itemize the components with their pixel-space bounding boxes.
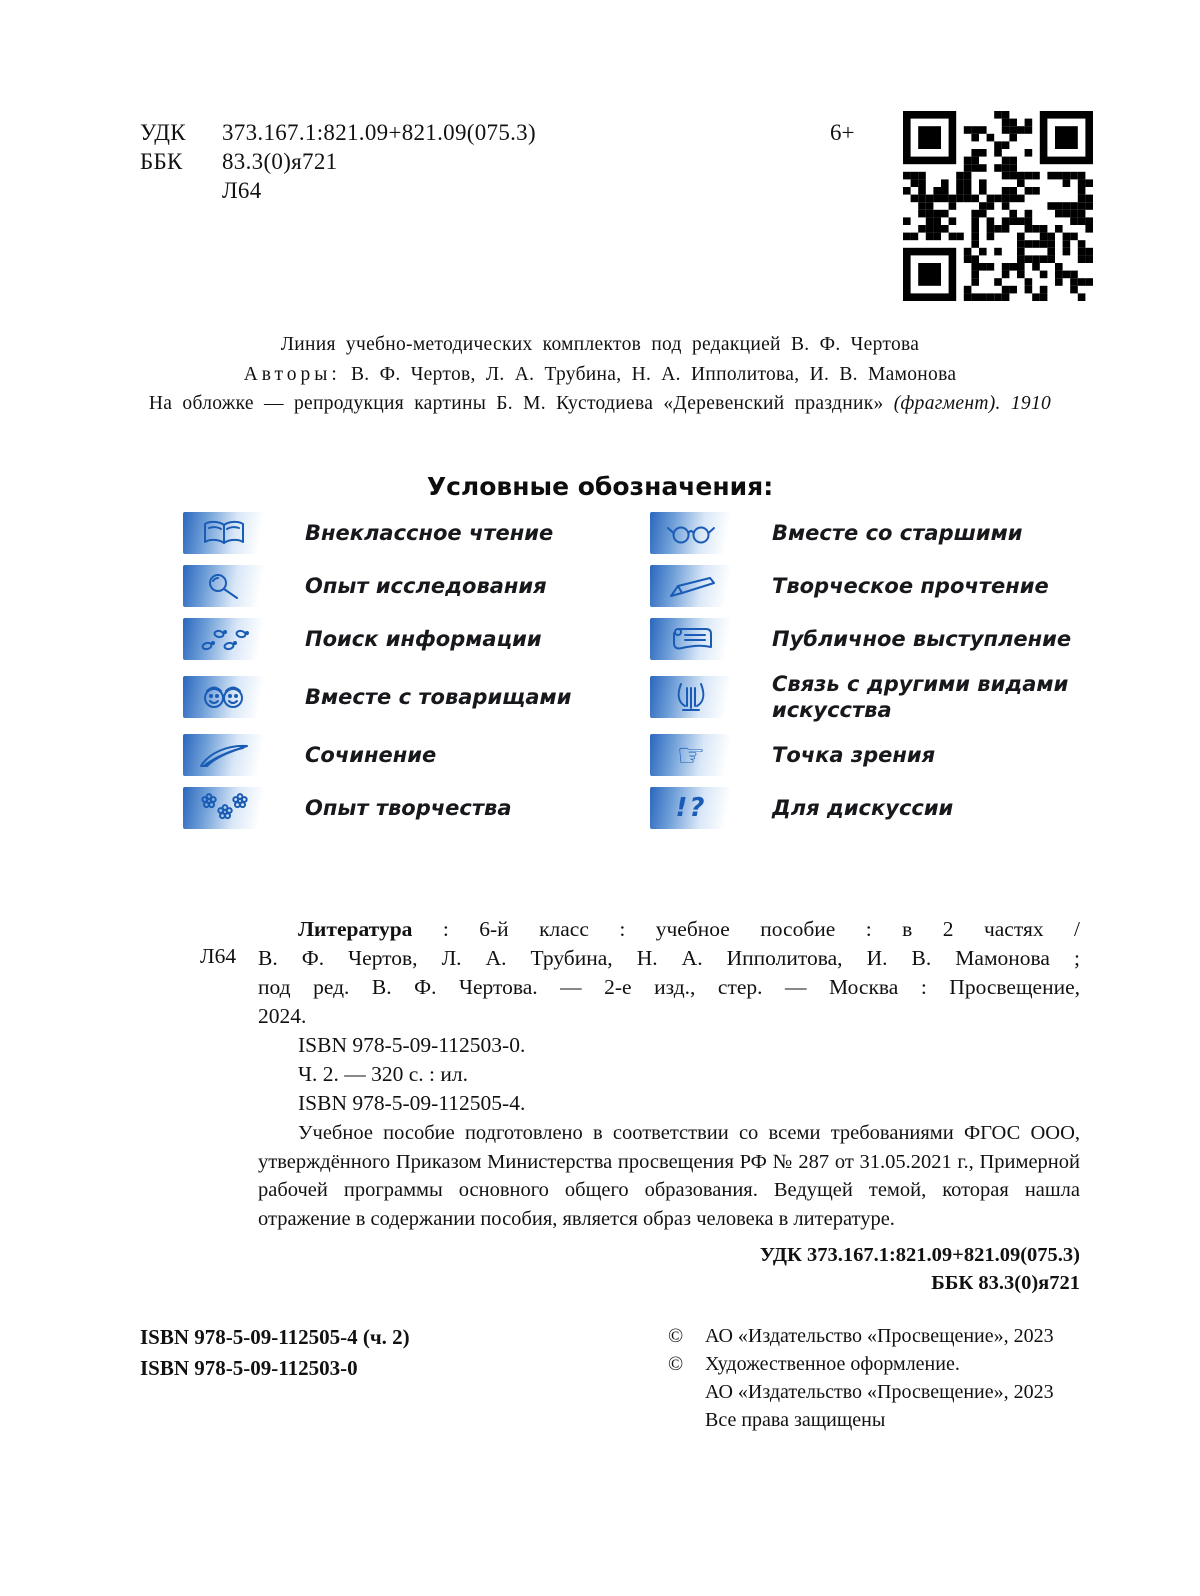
catalog-line-3: под ред. В. Ф. Чертова. — 2-е изд., стер. — Москва : Просвещение, [258, 975, 1080, 999]
part-line: Ч. 2. — 320 с. : ил. [298, 1062, 468, 1086]
pointing-hand-glyph: ☞ [676, 736, 706, 774]
rights-reserved: Все права защищены [705, 1409, 886, 1431]
legend-label: Творческое прочтение [772, 574, 1049, 598]
udk-bbk-block [258, 1241, 1080, 1297]
copyright-icon: © [668, 1325, 684, 1347]
qr-code [903, 111, 1093, 301]
pointing-hand-icon [650, 734, 732, 776]
book-title: Литература [298, 917, 413, 941]
cover-note-line [0, 389, 1200, 419]
authors-names: В. Ф. Чертов, Л. А. Трубина, Н. А. Ипполитова, И. В. Мамонова [351, 363, 957, 385]
udk-value: 373.167.1:821.09+821.09(075.3) [222, 120, 536, 145]
series-line: Линия учебно-методических комплектов под редакцией В. Ф. Чертова [280, 334, 920, 355]
footer-copyright-block [668, 1322, 1054, 1434]
footprints-icon [183, 618, 265, 660]
pencil-icon [650, 565, 732, 607]
author-code: Л64 [222, 178, 262, 203]
authors-label: Авторы: [243, 363, 341, 385]
footer-isbn-part: ISBN 978-5-09-112505-4 (ч. 2) [140, 1325, 410, 1349]
legend-label: Сочинение [305, 743, 437, 767]
bbk-line: ББК 83.3(0)я721 [931, 1272, 1080, 1294]
legend-label: Вместе с товарищами [305, 685, 572, 709]
footer-isbn-full: ISBN 978-5-09-112503-0 [140, 1356, 358, 1380]
classification-block [140, 118, 536, 205]
isbn-line-1: ISBN 978-5-09-112503-0. [298, 1033, 526, 1057]
legend-label: Опыт исследования [305, 574, 547, 598]
legend-label: Точка зрения [772, 743, 936, 767]
copyright-icon: © [668, 1353, 684, 1375]
scroll-icon [650, 618, 732, 660]
catalog-title-rest: : 6-й класс : учебное пособие : в 2 частях / [412, 917, 1080, 941]
legend-label: Связь с другими видами искусства [772, 672, 1069, 722]
authors-line [0, 360, 1200, 390]
catalog-line-1 [258, 915, 1080, 944]
bbk-label: ББК [140, 149, 183, 174]
exclamation-question-icon [650, 787, 732, 829]
footer-isbn-block [140, 1322, 410, 1384]
bbk-value: 83.3(0)я721 [222, 149, 338, 174]
lyre-icon [650, 676, 732, 718]
annotation: Учебное пособие подготовлено в соответствии со всеми требованиями ФГОС ООО, утверждённого Приказом Министерства просвещения РФ № 287 от 31.05.2021 г., Примерной рабочей программы основного общего образования. Ведущей темой, которая нашла отражение в содержании пособия, является образ человека в литературе. [258, 1122, 1080, 1230]
isbn-line-2: ISBN 978-5-09-112505-4. [298, 1091, 526, 1115]
copyright-design: Художественное оформление. [705, 1353, 960, 1375]
series-info [0, 330, 1200, 419]
legend-label: Поиск информации [305, 627, 542, 651]
age-rating-badge: 6+ [830, 120, 855, 145]
copyright-publisher: АО «Издательство «Просвещение», 2023 [705, 1325, 1054, 1347]
cover-note: На обложке — репродукция картины Б. М. Кустодиева «Деревенский праздник» [148, 393, 884, 414]
udk-label: УДК [140, 120, 186, 145]
legend-label: Вместе со старшими [772, 521, 1023, 545]
cover-note-fragment: (фрагмент). 1910 [893, 393, 1052, 414]
legend-title: Условные обозначения: [426, 472, 774, 501]
catalog-line-4: 2024. [258, 1004, 307, 1028]
flowers-icon [183, 787, 265, 829]
copyright-publisher-2: АО «Издательство «Просвещение», 2023 [705, 1381, 1054, 1403]
quill-icon [183, 734, 265, 776]
udk-line: УДК 373.167.1:821.09+821.09(075.3) [759, 1244, 1080, 1266]
catalog-card [258, 915, 1080, 1297]
catalog-line-2: В. Ф. Чертов, Л. А. Трубина, Н. А. Ипполитова, И. В. Мамонова ; [258, 946, 1080, 970]
legend-label: Внеклассное чтение [305, 521, 554, 545]
legend-grid [183, 512, 1090, 829]
legend-label: Для дискуссии [772, 796, 954, 820]
catalog-author-code: Л64 [200, 944, 237, 968]
legend-label: Опыт творчества [305, 796, 512, 820]
legend-label: Публичное выступление [772, 627, 1072, 651]
glasses-icon [650, 512, 732, 554]
friends-icon [183, 676, 265, 718]
exclamation-question-glyph: !? [675, 793, 707, 823]
book-icon [183, 512, 265, 554]
magnifier-icon [183, 565, 265, 607]
